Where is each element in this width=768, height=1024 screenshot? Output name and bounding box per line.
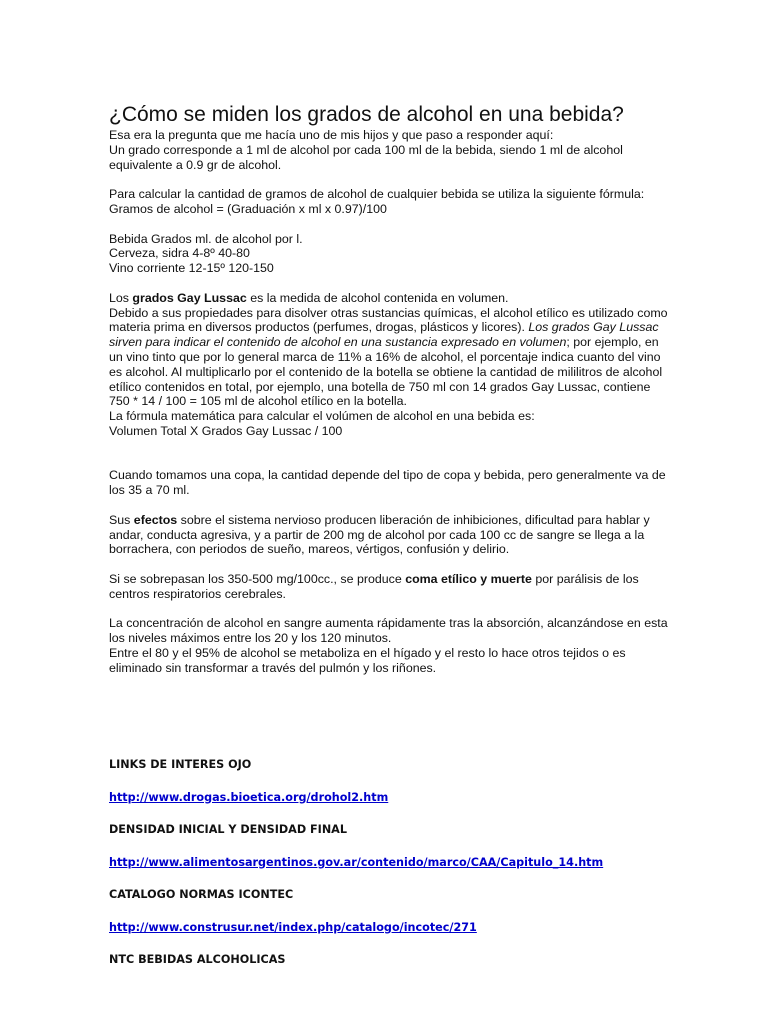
link-item — [109, 921, 709, 954]
formula-paragraph: Para calcular la cantidad de gramos de alcohol de cualquier bebida se utiliza la siguiente fórmula: Gramos de alcohol = (Graduación x ml x 0.97)/100 — [109, 187, 645, 216]
coma-text: Si se sobrepasan los 350-500 mg/100cc., se produce — [109, 571, 406, 586]
grades-table-header: Bebida Grados ml. de alcohol por l. — [109, 231, 303, 246]
intro-paragraph — [109, 128, 669, 172]
grades-table-row: Vino corriente 12-15º 120-150 — [109, 261, 274, 276]
link-construsur[interactable]: http://www.construsur.net/index.php/catalogo/incotec/271 — [109, 920, 477, 934]
link-drogas[interactable]: http://www.drogas.bioetica.org/drohol2.htm — [109, 790, 389, 804]
links-heading: LINKS DE INTERES OJO — [109, 758, 252, 771]
section-heading: DENSIDAD INICIAL Y DENSIDAD FINAL — [109, 823, 347, 836]
coma-text: por parálisis de los centros respiratorios cerebrales. — [109, 571, 639, 601]
link-alimentos[interactable]: http://www.alimentosargentinos.gov.ar/contenido/marco/CAA/Capitulo_14.htm — [109, 855, 604, 869]
formula-volume: Volumen Total X Grados Gay Lussac / 100 — [109, 423, 343, 438]
links-section — [109, 758, 709, 986]
copa-paragraph: Cuando tomamos una copa, la cantidad depende del tipo de copa y bebida, pero generalmente va de los 35 a 70 ml. — [109, 468, 666, 498]
sangre-paragraph — [109, 616, 669, 675]
intro-line-2: Un grado corresponde a 1 ml de alcohol por cada 100 ml de la bebida, siendo 1 ml de alcohol equivalente a 0.9 gr de alcohol. — [109, 142, 623, 172]
grades-table-row: Cerveza, sidra 4-8º 40-80 — [109, 246, 250, 261]
efectos-text: sobre el sistema nervioso producen liberación de inhibiciones, dificultad para hablar y andar, conducta agresiva, y a partir de 200 mg de alcohol por cada 100 cc de sangre se llega a la borrachera, con periodos de sueño, mareos, vértigos, confusión y delirio. — [109, 512, 650, 557]
grades-table — [109, 232, 669, 276]
coma-bold: coma etílico y muerte — [405, 571, 532, 586]
gay-lussac-italic: Los grados Gay Lussac sirven para indicar el contenido de alcohol en una sustancia expresado en volumen — [109, 320, 659, 350]
coma-paragraph — [109, 572, 669, 602]
formula-intro: La fórmula matemática para calcular el volúmen de alcohol en una bebida es: — [109, 409, 535, 424]
intro-line-1: Esa era la pregunta que me hacía uno de mis hijos y que paso a responder aquí: — [109, 128, 554, 142]
section-heading: NTC BEBIDAS ALCOHOLICAS — [109, 953, 286, 966]
section-heading: CATALOGO NORMAS ICONTEC — [109, 888, 294, 901]
gay-lussac-text: es la medida de alcohol contenida en volumen. — [246, 290, 509, 305]
gay-lussac-text: Los — [109, 290, 133, 305]
page-title: ¿Cómo se miden los grados de alcohol en una bebida? — [109, 103, 624, 126]
efectos-bold: efectos — [133, 512, 178, 527]
sangre-text: Entre el 80 y el 95% de alcohol se metaboliza en el hígado y el resto lo hace otros tejidos o es eliminado sin transformar a través del pulmón y los riñones. — [109, 645, 626, 675]
link-item — [109, 856, 709, 889]
link-item — [109, 791, 709, 824]
efectos-text: Sus — [109, 512, 134, 527]
gay-lussac-paragraph — [109, 291, 669, 439]
gay-lussac-text: Debido a sus propiedades para disolver otras sustancias químicas, el alcohol etílico es utilizado como materia prima en diversos productos (perfumes, drogas, plásticos y licores). — [109, 305, 668, 335]
gay-lussac-text: ; por ejemplo, en un vino tinto que por lo general marca de 11% a 16% de alcohol, el porcentaje indica cuanto del vino es alcohol. Al multiplicarlo por el contenido de la botella se obtiene la cantidad de mililitros de alcohol etílico contenidos en total, por ejemplo, una botella de 750 ml con 14 grados Gay Lussac, contiene 750 * 14 / 100 = 105 ml de alcohol etílico en la botella. — [109, 335, 663, 409]
efectos-paragraph — [109, 513, 669, 557]
sangre-text: La concentración de alcohol en sangre aumenta rápidamente tras la absorción, alcanzándose en esta los niveles máximos entre los 20 y los 120 minutos. — [109, 616, 668, 646]
gay-lussac-bold: grados Gay Lussac — [132, 290, 247, 305]
article-body — [109, 128, 669, 675]
